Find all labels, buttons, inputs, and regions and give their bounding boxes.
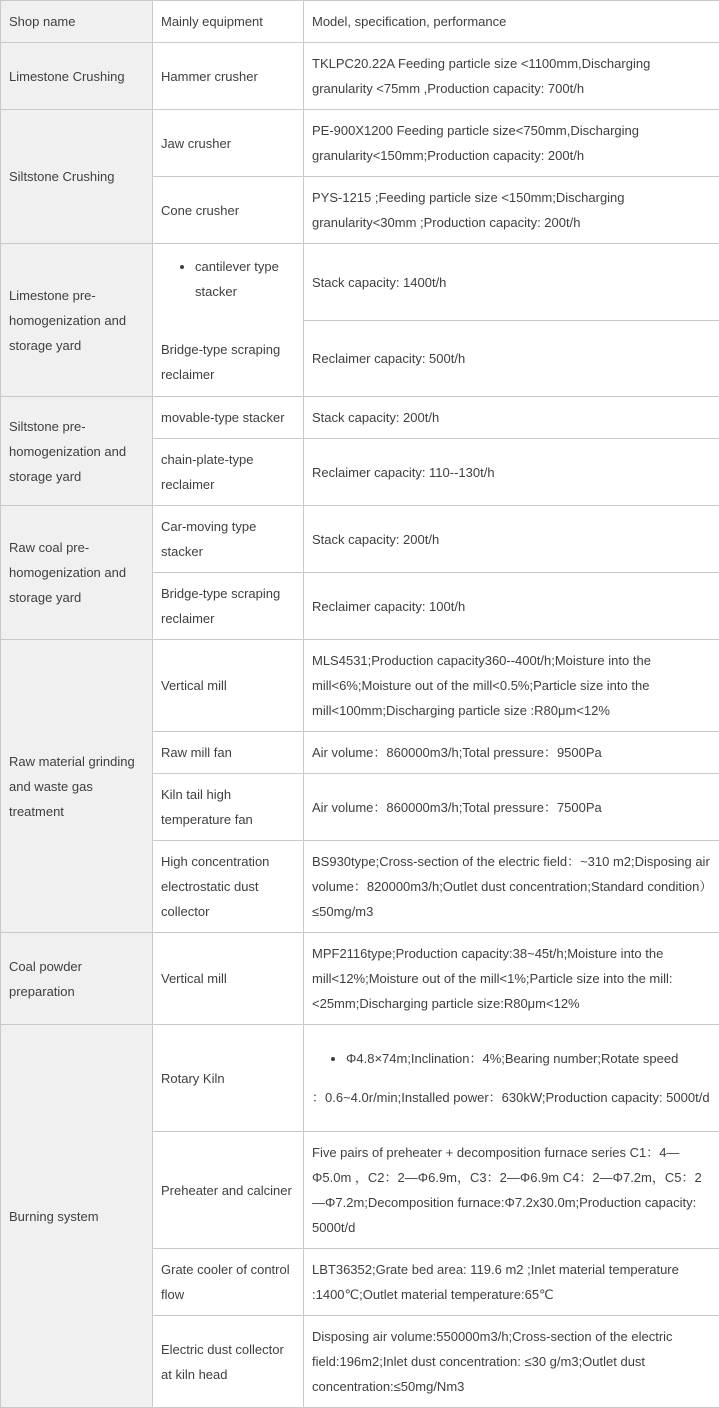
shop-coal-powder: Coal powder preparation bbox=[1, 933, 153, 1025]
table-row bbox=[1, 933, 719, 1025]
header-shop-name: Shop name bbox=[1, 1, 153, 43]
equipment-movable-stacker: movable-type stacker bbox=[153, 397, 304, 439]
spec-raw-mill-fan: Air volume：860000m3/h;Total pressure：9500Pa bbox=[304, 732, 719, 774]
spec-kiln-head-dust-collector: Disposing air volume:550000m3/h;Cross-section of the electric field:196m2;Inlet dust concentration: ≤30 g/m3;Outlet dust concentration:≤50mg/Nm3 bbox=[304, 1316, 719, 1408]
limestone-yard-equipment-stack bbox=[161, 254, 295, 387]
shop-raw-coal-yard: Raw coal pre-homogenization and storage yard bbox=[1, 506, 153, 640]
equipment-kiln-head-dust-collector: Electric dust collector at kiln head bbox=[153, 1316, 304, 1408]
equipment-jaw-crusher: Jaw crusher bbox=[153, 110, 304, 177]
equipment-hammer-crusher: Hammer crusher bbox=[153, 43, 304, 110]
spec-limestone-stack-capacity: Stack capacity: 1400t/h bbox=[304, 244, 719, 321]
equipment-bridge-scraping-reclaimer-coal: Bridge-type scraping reclaimer bbox=[153, 573, 304, 640]
shop-limestone-crushing: Limestone Crushing bbox=[1, 43, 153, 110]
spec-bullet-list bbox=[312, 1046, 711, 1071]
table-header-row bbox=[1, 1, 719, 43]
spec-grate-cooler: LBT36352;Grate bed area: 119.6 m2 ;Inlet material temperature :1400℃;Outlet material temperature:65℃ bbox=[304, 1249, 719, 1316]
spec-kiln-tail-fan: Air volume：860000m3/h;Total pressure：7500Pa bbox=[304, 774, 719, 841]
table-row bbox=[1, 506, 719, 573]
equipment-electrostatic-dust-collector: High concentration electrostatic dust collector bbox=[153, 841, 304, 933]
equipment-vertical-mill-coal: Vertical mill bbox=[153, 933, 304, 1025]
spec-limestone-reclaimer-capacity: Reclaimer capacity: 500t/h bbox=[304, 321, 719, 397]
equipment-vertical-mill-raw: Vertical mill bbox=[153, 640, 304, 732]
spec-electrostatic-dust-collector: BS930type;Cross-section of the electric field：~310 m2;Disposing air volume：820000m3/h;Outlet dust concentration;Standard condition）≤50mg/m3 bbox=[304, 841, 719, 933]
spec-vertical-mill-coal: MPF2116type;Production capacity:38~45t/h;Moisture into the mill<12%;Moisture out of the mill<1%;Particle size into the mill:<25mm;Discharging particle size:R80μm<12% bbox=[304, 933, 719, 1025]
spec-jaw-crusher: PE-900X1200 Feeding particle size<750mm,Discharging granularity<150mm;Production capacity: 200t/h bbox=[304, 110, 719, 177]
spec-raw-coal-reclaimer-capacity: Reclaimer capacity: 100t/h bbox=[304, 573, 719, 640]
spec-hammer-crusher: TKLPC20.22A Feeding particle size <1100mm,Discharging granularity <75mm ,Production capacity: 700t/h bbox=[304, 43, 719, 110]
spec-siltstone-stack-capacity: Stack capacity: 200t/h bbox=[304, 397, 719, 439]
spec-cone-crusher: PYS-1215 ;Feeding particle size <150mm;Discharging granularity<30mm ;Production capacity: 200t/h bbox=[304, 177, 719, 244]
equipment-car-moving-stacker: Car-moving type stacker bbox=[153, 506, 304, 573]
equipment-rotary-kiln: Rotary Kiln bbox=[153, 1025, 304, 1132]
equipment-grate-cooler: Grate cooler of control flow bbox=[153, 1249, 304, 1316]
shop-siltstone-yard: Siltstone pre-homogenization and storage yard bbox=[1, 397, 153, 506]
equipment-bullet-list bbox=[161, 254, 295, 304]
table-row bbox=[1, 110, 719, 177]
table-row bbox=[1, 1025, 719, 1132]
shop-burning-system: Burning system bbox=[1, 1025, 153, 1408]
equipment-raw-mill-fan: Raw mill fan bbox=[153, 732, 304, 774]
equipment-bridge-scraping-reclaimer: Bridge-type scraping reclaimer bbox=[161, 337, 295, 387]
spec-rotary-kiln-rest: ：0.6~4.0r/min;Installed power：630kW;Production capacity: 5000t/d bbox=[312, 1085, 711, 1110]
header-model-spec: Model, specification, performance bbox=[304, 1, 719, 43]
equipment-limestone-yard-cell bbox=[153, 244, 304, 397]
table-row bbox=[1, 640, 719, 732]
shop-raw-grinding: Raw material grinding and waste gas treatment bbox=[1, 640, 153, 933]
spec-siltstone-reclaimer-capacity: Reclaimer capacity: 110--130t/h bbox=[304, 439, 719, 506]
equipment-cone-crusher: Cone crusher bbox=[153, 177, 304, 244]
spec-rotary-kiln-cell bbox=[304, 1025, 719, 1132]
shop-limestone-yard: Limestone pre-homogenization and storage yard bbox=[1, 244, 153, 397]
table-row bbox=[1, 43, 719, 110]
table-row bbox=[1, 244, 719, 321]
spec-preheater-calciner: Five pairs of preheater + decomposition furnace series C1：4—Φ5.0m ，C2：2—Φ6.9m，C3：2—Φ6.9m C4：2—Φ7.2m，C5：2—Φ7.2m;Decomposition furnace:Φ7.2x30.0m;Production capacity: 5000t/d bbox=[304, 1132, 719, 1249]
header-mainly-equipment: Mainly equipment bbox=[153, 1, 304, 43]
spec-rotary-kiln-bullet: • Φ4.8×74m;Inclination：4%;Bearing number;Rotate speed bbox=[346, 1046, 711, 1071]
equipment-kiln-tail-fan: Kiln tail high temperature fan bbox=[153, 774, 304, 841]
spec-raw-coal-stack-capacity: Stack capacity: 200t/h bbox=[304, 506, 719, 573]
equipment-preheater-calciner: Preheater and calciner bbox=[153, 1132, 304, 1249]
shop-siltstone-crushing: Siltstone Crushing bbox=[1, 110, 153, 244]
spec-vertical-mill-raw: MLS4531;Production capacity360--400t/h;Moisture into the mill<6%;Moisture out of the mill<0.5%;Particle size into the mill<100mm;Discharging particle size :R80μm<12% bbox=[304, 640, 719, 732]
table-row bbox=[1, 397, 719, 439]
equipment-chain-plate-reclaimer: chain-plate-type reclaimer bbox=[153, 439, 304, 506]
equipment-cantilever-stacker: • cantilever type stacker bbox=[195, 254, 295, 304]
